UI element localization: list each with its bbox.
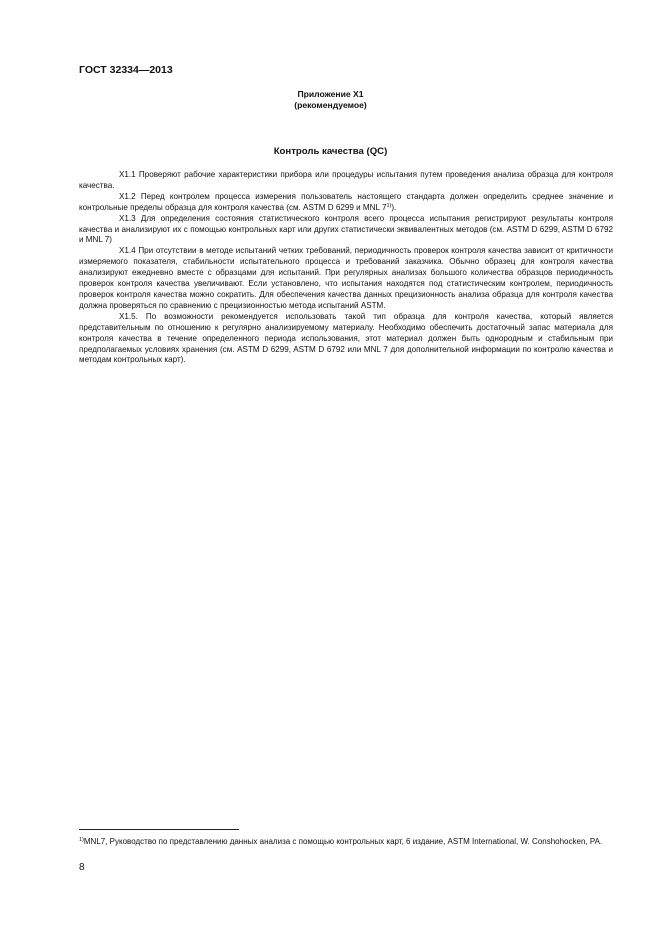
body-text	[79, 170, 613, 366]
paragraph-x1-4: X1.4 При отсутствии в методе испытаний четких требований, периодичность проверок контроля качества зависит от критичности измеряемого показателя, стабильности испытательного процесса и требований заказчика. Обычно образец для контроля качества анализируют ежедневно вместе с образцами для испытаний. При регулярных анализах большого количества образцов периодичность проверок контроля качества увеличивают. Если установлено, что испытания находятся под статистическим контролем, периодичность проверок контроля качества можно сократить. Для обеспечения качества данных прецизионность анализа образца для контроля качества должна проверяться по сравнению с прецизионностью метода испытаний ASTM.	[79, 246, 613, 310]
paragraph-x1-1: X1.1 Проверяют рабочие характеристики прибора или процедуры испытания путем проведения анализа образца для контроля качества.	[79, 170, 613, 190]
paragraph-x1-5: X1.5. По возможности рекомендуется использовать такой тип образца для контроля качества, который является представительным по отношению к регулярно анализируемому материалу. Необходимо обеспечить достаточный запас материала для контроля качества в течение определенного периода использования, этот материал должен быть однородным и стабильным при предполагаемых условиях хранения (см. ASTM D 6299, ASTM D 6792 или MNL 7 для дополнительной информации по контролю качества и методам контрольных карт).	[79, 311, 613, 365]
page-number: 8	[79, 862, 85, 873]
annex-title: Приложение X1	[297, 89, 364, 99]
annex-heading	[79, 89, 582, 111]
paragraph-x1-2	[79, 192, 613, 214]
footnote-text: MNL7, Руководство по представлению данных анализа с помощью контрольных карт, 6 издание, ASTM International, W. Conshohocken, PA.	[83, 837, 603, 846]
footnote-marker: 1)	[79, 837, 84, 843]
standard-header: ГОСТ 32334—2013	[79, 64, 173, 76]
paragraph-x1-2-tail: ).	[391, 202, 397, 212]
footnote-divider	[79, 829, 239, 830]
paragraph-x1-2-text: X1.2 Перед контролем процесса измерения пользователь настоящего стандарта должен определить среднее значение и контрольные пределы образца для контроля качества (см. ASTM D 6299 и MNL 7	[79, 191, 613, 212]
annex-subtitle: (рекомендуемое)	[294, 100, 367, 110]
footnote	[79, 836, 613, 848]
section-title: Контроль качества (QC)	[273, 146, 388, 157]
paragraph-x1-3: X1.3 Для определения состояния статистического контроля всего процесса испытания регистрируют результаты контроля качества и анализируют их с помощью контрольных карт или других статистически эквивалентных методов (см. ASTM D 6299, ASTM D 6792 и MNL 7)	[79, 213, 613, 245]
footnote-reference: 1)	[386, 202, 392, 209]
